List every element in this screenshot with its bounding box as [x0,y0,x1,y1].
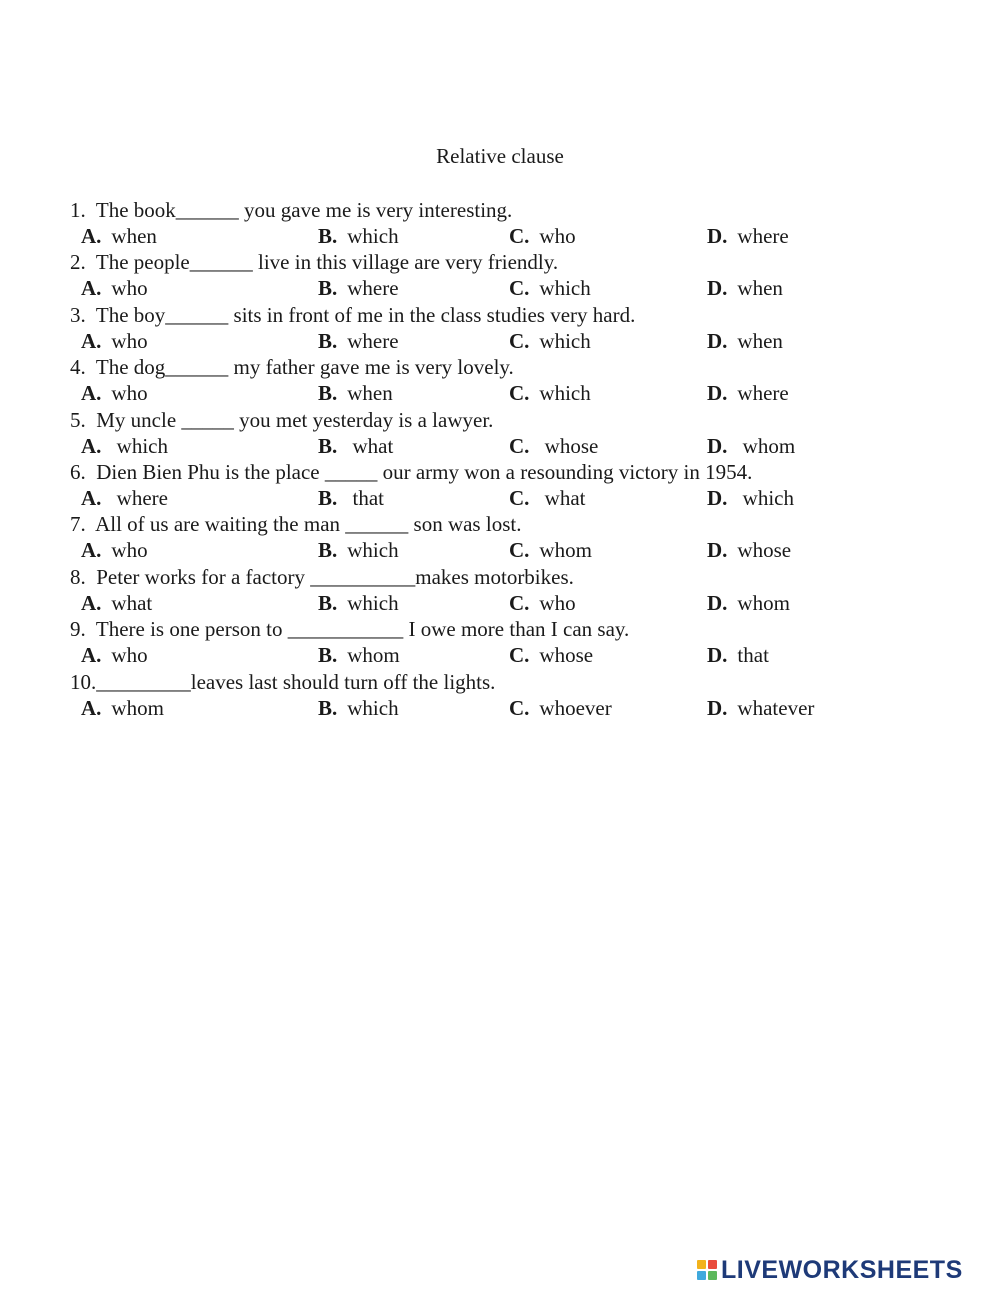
option-a[interactable]: A. what [81,590,153,615]
option-a[interactable]: A. who [81,643,148,668]
option-b[interactable]: B. which [318,538,399,563]
option-b[interactable]: B. what [318,433,394,458]
option-a[interactable]: A. who [81,276,148,301]
question-2 [0,249,1000,301]
option-a[interactable]: A. who [81,328,148,353]
option-a[interactable]: A. who [81,381,148,406]
option-c[interactable]: C. what [509,485,586,510]
question-stem: 9. There is one person to ___________ I owe more than I can say. [70,617,630,642]
question-stem: 7. All of us are waiting the man ______ son was lost. [70,512,522,537]
option-c[interactable]: C. whose [509,643,594,668]
question-5 [0,407,1000,459]
logo-block [708,1271,717,1280]
question-stem: 10._________leaves last should turn off the lights. [70,669,496,694]
option-c[interactable]: C. who [509,590,576,615]
option-c[interactable]: C. whom [509,538,592,563]
question-stem: 2. The people______ live in this village are very friendly. [70,250,559,275]
question-options [0,433,1000,459]
option-a[interactable]: A. when [81,224,157,248]
question-9 [0,616,1000,668]
logo-text: LIVEWORKSHEETS [721,1255,963,1284]
option-b[interactable]: B. which [318,590,399,615]
option-a[interactable]: A. where [81,485,168,510]
question-options [0,642,1000,668]
question-10 [0,669,1000,721]
question-stem: 4. The dog______ my father gave me is very lovely. [70,355,514,380]
question-stem: 6. Dien Bien Phu is the place _____ our army won a resounding victory in 1954. [70,459,753,484]
question-1 [0,197,1000,249]
option-c[interactable]: C. which [509,276,591,301]
question-options [0,695,1000,721]
option-d[interactable]: D. whom [707,433,796,458]
option-a[interactable]: A. which [81,433,168,458]
option-b[interactable]: B. which [318,695,399,720]
question-options [0,537,1000,563]
option-c[interactable]: C. whose [509,433,599,458]
question-stem: 5. My uncle _____ you met yesterday is a lawyer. [70,407,494,432]
option-a[interactable]: A. whom [81,695,164,720]
option-d[interactable]: D. whose [707,538,792,563]
question-4 [0,354,1000,406]
question-options [0,328,1000,354]
question-6 [0,459,1000,511]
option-b[interactable]: B. where [318,328,399,353]
logo-block [697,1260,706,1269]
option-d[interactable]: D. where [707,381,789,406]
option-b[interactable]: B. where [318,276,399,301]
logo-block [708,1260,717,1269]
option-c[interactable]: C. which [509,381,591,406]
question-stem: 3. The boy______ sits in front of me in the class studies very hard. [70,302,636,327]
logo-block [697,1271,706,1280]
question-7 [0,511,1000,563]
question-stem: 1. The book______ you gave me is very interesting. [70,198,513,222]
option-d[interactable]: D. when [707,328,783,353]
question-options [0,223,1000,249]
question-3 [0,302,1000,354]
option-b[interactable]: B. whom [318,643,400,668]
question-8 [0,564,1000,616]
logo-blocks-icon [697,1260,717,1280]
option-d[interactable]: D. where [707,224,789,248]
option-c[interactable]: C. whoever [509,695,612,720]
option-d[interactable]: D. that [707,643,769,668]
question-options [0,275,1000,301]
question-options [0,485,1000,511]
option-a[interactable]: A. who [81,538,148,563]
option-b[interactable]: B. which [318,224,399,248]
page-title: Relative clause [436,144,564,168]
option-d[interactable]: D. when [707,276,783,301]
question-options [0,380,1000,406]
liveworksheets-logo [697,1255,963,1285]
question-list [0,197,1000,721]
option-d[interactable]: D. whatever [707,695,815,720]
option-d[interactable]: D. which [707,485,794,510]
question-stem: 8. Peter works for a factory __________makes motorbikes. [70,564,574,589]
question-options [0,590,1000,616]
option-c[interactable]: C. who [509,224,576,248]
option-d[interactable]: D. whom [707,590,790,615]
option-b[interactable]: B. that [318,485,385,510]
option-c[interactable]: C. which [509,328,591,353]
option-b[interactable]: B. when [318,381,393,406]
